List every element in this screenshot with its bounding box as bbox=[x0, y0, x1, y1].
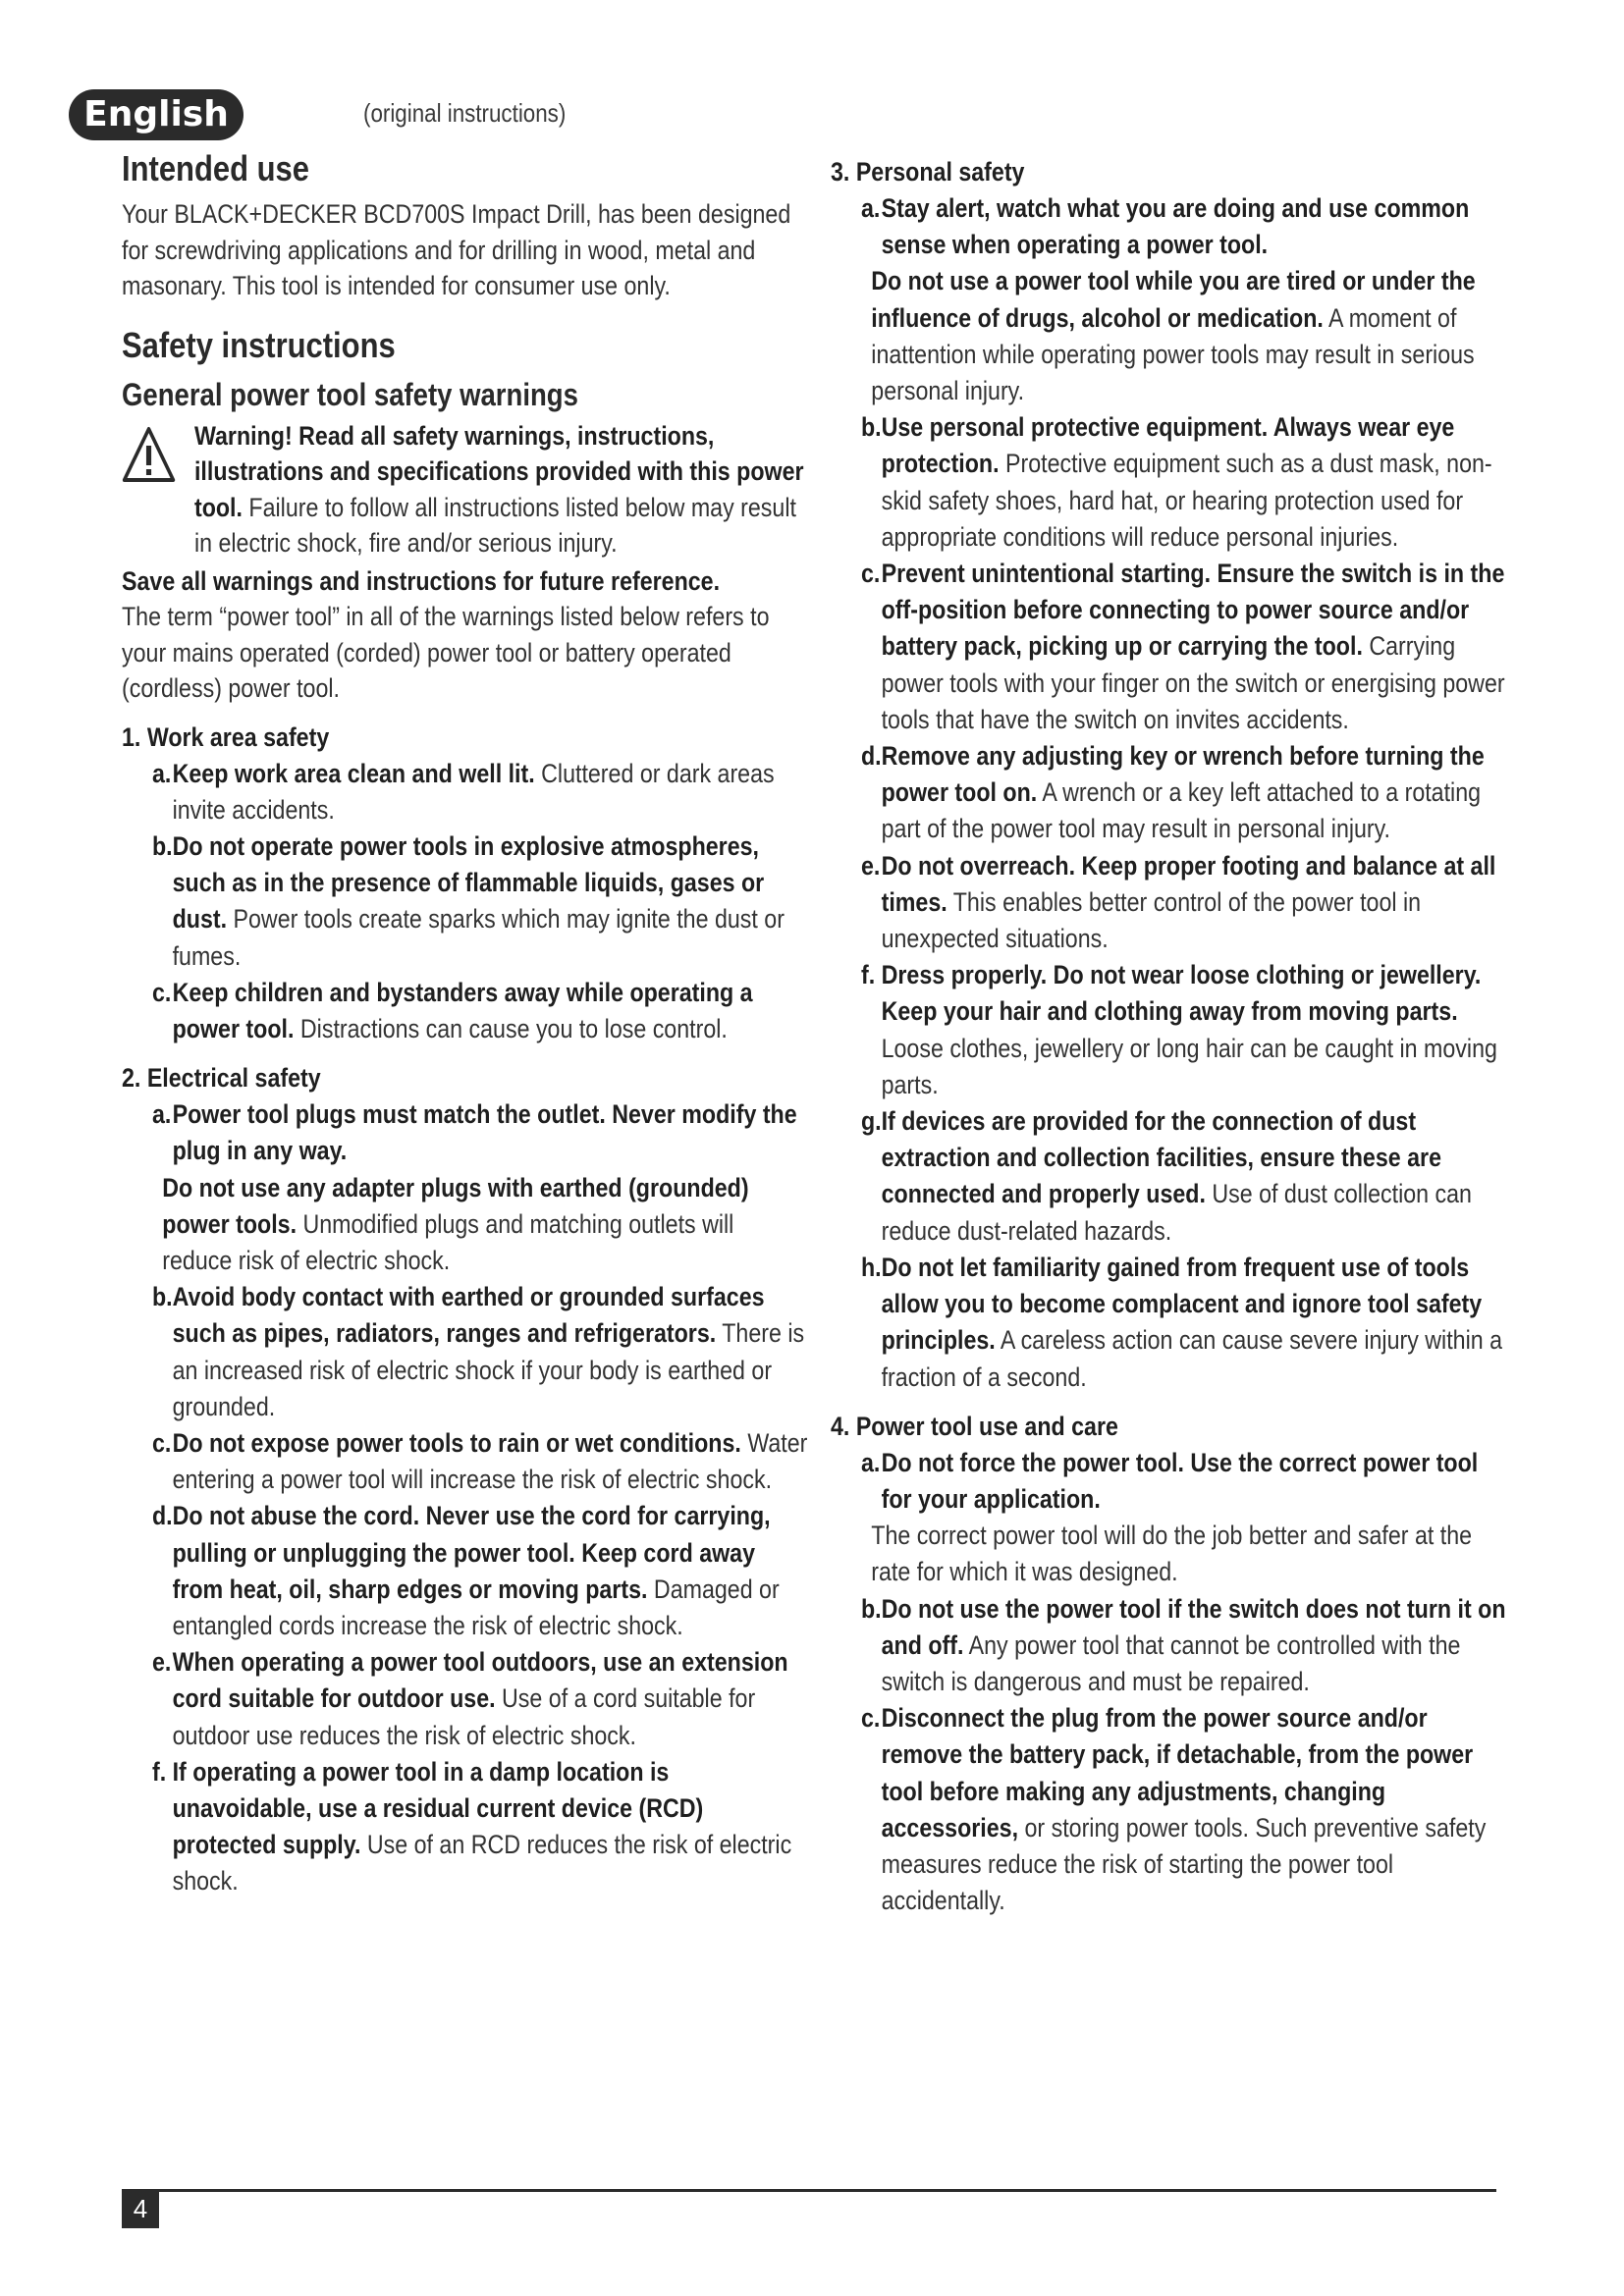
footer-rule bbox=[122, 2189, 1496, 2192]
warning-bold-text: Warning! Read all safety warnings, instructions, illustrations and specifications provided with this power tool. bbox=[193, 420, 804, 522]
list-item: a. Power tool plugs must match the outlet. Never modify the plug in any way. Do not use any adapter plugs with earthed (grounded) power tools. Unmodified plugs and matching outlets will reduce risk of electric shock. bbox=[151, 1099, 797, 1275]
list-item: a. Keep work area clean and well lit. Cluttered or dark areas invite accidents. bbox=[151, 758, 775, 825]
list-item: g. If devices are provided for the connection of dust extraction and collection facilities, ensure these are connected and properly used. Use of dust collection can reduce dust-related hazards. bbox=[860, 1106, 1472, 1246]
list-item: c. Do not expose power tools to rain or wet conditions. Water entering a power tool will increase the risk of electric shock. bbox=[151, 1427, 808, 1495]
page-number: 4 bbox=[122, 2189, 159, 2228]
list-item: c. Prevent unintentional starting. Ensure the switch is in the off-position before connecting to power source and/or battery pack, picking up or carrying the tool. Carrying power tools with your finger on the switch or energising power tools that have the switch on invites accidents. bbox=[860, 559, 1505, 734]
save-instructions: Save all warnings and instructions for future reference. bbox=[122, 565, 721, 596]
section-personal-safety: 3. Personal safety bbox=[831, 157, 1025, 187]
list-item: b. Do not operate power tools in explosive atmospheres, such as in the presence of flammable liquids, gases or dust. Power tools create sparks which may ignite the dust or fumes. bbox=[151, 830, 785, 971]
list-item: a. Do not force the power tool. Use the correct power tool for your application. The correct power tool will do the job better and safer at the rate for which it was designed. bbox=[860, 1447, 1479, 1587]
list-item: c. Keep children and bystanders away while operating a power tool. Distractions can cause you to lose control. bbox=[151, 977, 753, 1043]
safety-instructions-title: Safety instructions bbox=[122, 324, 396, 365]
list-item: a. Stay alert, watch what you are doing and use common sense when operating a power tool. Do not use a power tool while you are tired or under the influence of drugs, alcohol or medication. A moment of inattention while operating power tools may result in serious personal injury. bbox=[860, 193, 1476, 406]
warning-triangle-icon bbox=[122, 426, 176, 483]
list-item: f. Dress properly. Do not wear loose clothing or jewellery. Keep your hair and clothing away from moving parts. Loose clothes, jewellery or long hair can be caught in moving parts. bbox=[860, 960, 1497, 1099]
warning-block bbox=[122, 418, 809, 561]
power-tool-term: The term “power tool” in all of the warnings listed below refers to your mains operated (corded) power tool or battery operated (cordless) power tool. bbox=[122, 602, 770, 703]
list-item: e. When operating a power tool outdoors, use an extension cord suitable for outdoor use. Use of a cord suitable for outdoor use reduces the risk of electric shock. bbox=[151, 1647, 788, 1750]
list-item: b. Avoid body contact with earthed or grounded surfaces such as pipes, radiators, ranges and refrigerators. There is an increased risk of electric shock if your body is earthed or grounded. bbox=[151, 1282, 805, 1421]
warning-text: Failure to follow all instructions listed below may result in electric shock, fire and/or serious injury. bbox=[193, 492, 796, 558]
intended-use-text: Your BLACK+DECKER BCD700S Impact Drill, has been designed for screwdriving applications and for drilling in wood, metal and masonary. This tool is intended for consumer use only. bbox=[122, 199, 791, 300]
list-item: e. Do not overreach. Keep proper footing and balance at all times. This enables better control of the power tool in unexpected situations. bbox=[860, 850, 1496, 954]
intended-use-title: Intended use bbox=[122, 148, 309, 188]
general-warnings-subtitle: General power tool safety warnings bbox=[122, 376, 578, 412]
list-item: b. Use personal protective equipment. Always wear eye protection. Protective equipment such as a dust mask, non-skid safety shoes, hard hat, or hearing protection used for appropriate conditions will reduce personal injuries. bbox=[860, 412, 1492, 552]
list-item: b. Do not use the power tool if the switch does not turn it on and off. Any power tool that cannot be controlled with the switch is dangerous and must be repaired. bbox=[860, 1593, 1506, 1696]
section-electrical-safety: 2. Electrical safety bbox=[122, 1063, 321, 1094]
original-instructions-note: (original instructions) bbox=[363, 98, 567, 128]
language-badge: English bbox=[69, 89, 244, 140]
list-item: h. Do not let familiarity gained from frequent use of tools allow you to become complacent and ignore tool safety principles. A careless action can cause severe injury within a fraction of a second. bbox=[860, 1252, 1503, 1392]
list-item: c. Disconnect the plug from the power source and/or remove the battery pack, if detachable, from the power tool before making any adjustments, changing accessories, or storing power tools. Such preventive safety measures reduce the risk of starting the power tool accidentally. bbox=[860, 1703, 1487, 1916]
right-column bbox=[831, 153, 1508, 1919]
left-column bbox=[122, 147, 809, 1900]
section-power-tool-use: 4. Power tool use and care bbox=[831, 1411, 1118, 1441]
list-item: f. If operating a power tool in a damp location is unavoidable, use a residual current device (RCD) protected supply. Use of an RCD reduces the risk of electric shock. bbox=[151, 1756, 792, 1896]
section-work-area-safety: 1. Work area safety bbox=[122, 721, 330, 752]
list-item: d. Do not abuse the cord. Never use the cord for carrying, pulling or unplugging the power tool. Keep cord away from heat, oil, sharp edges or moving parts. Damaged or entangled cords increase the risk of electric shock. bbox=[151, 1501, 780, 1640]
list-item: d. Remove any adjusting key or wrench before turning the power tool on. A wrench or a key left attached to a rotating part of the power tool may result in personal injury. bbox=[860, 741, 1485, 844]
